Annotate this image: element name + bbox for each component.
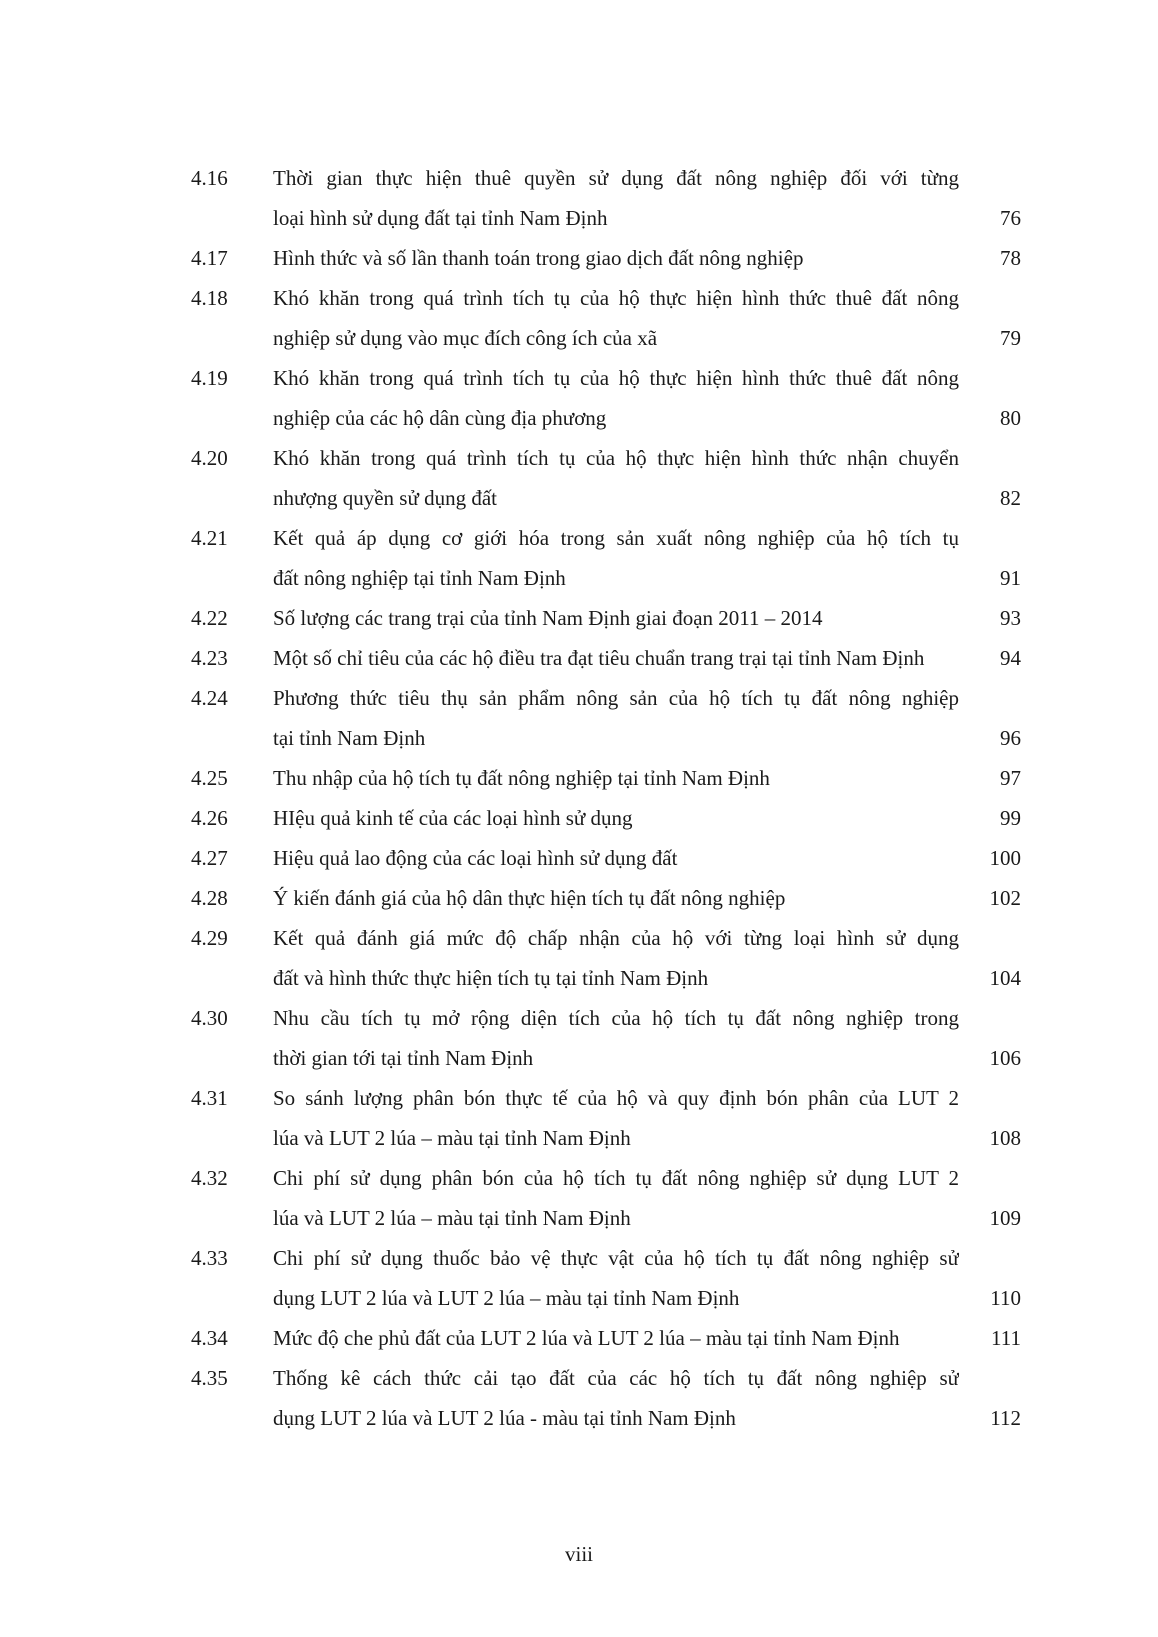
toc-entry[interactable] xyxy=(191,438,1021,518)
toc-entry[interactable] xyxy=(191,1238,1021,1318)
toc-entry[interactable] xyxy=(191,918,1021,998)
entry-title-line: thời gian tới tại tỉnh Nam Định xyxy=(273,1046,534,1070)
toc-entry[interactable] xyxy=(191,518,1021,598)
entry-number: 4.17 xyxy=(191,246,228,270)
toc-entry[interactable] xyxy=(191,1358,1021,1438)
entry-number: 4.20 xyxy=(191,446,228,470)
toc-entry[interactable] xyxy=(191,158,1021,238)
entry-page-number: 93 xyxy=(1000,606,1021,630)
entry-page-number: 99 xyxy=(1000,806,1021,830)
entry-title-line: dụng LUT 2 lúa và LUT 2 lúa – màu tại tỉnh Nam Định xyxy=(273,1286,740,1310)
entry-page-number: 78 xyxy=(1000,246,1021,270)
entry-title-line: Chi phí sử dụng phân bón của hộ tích tụ đất nông nghiệp sử dụng LUT 2 xyxy=(273,1166,959,1190)
entry-title-line: loại hình sử dụng đất tại tỉnh Nam Định xyxy=(273,206,608,230)
entry-number: 4.27 xyxy=(191,846,228,870)
entry-number: 4.32 xyxy=(191,1166,228,1190)
entry-page-number: 104 xyxy=(989,966,1021,990)
entry-page-number: 97 xyxy=(1000,766,1021,790)
entry-page-number: 94 xyxy=(1000,646,1021,670)
entry-page-number: 79 xyxy=(1000,326,1021,350)
entry-title-line: Kết quả đánh giá mức độ chấp nhận của hộ với từng loại hình sử dụng xyxy=(273,926,959,950)
entry-title-line: Nhu cầu tích tụ mở rộng diện tích của hộ tích tụ đất nông nghiệp trong xyxy=(273,1006,959,1030)
toc-entry[interactable] xyxy=(191,758,1021,798)
entry-title-line: Số lượng các trang trại của tỉnh Nam Định giai đoạn 2011 – 2014 xyxy=(273,606,823,630)
entry-title-line: Mức độ che phủ đất của LUT 2 lúa và LUT 2 lúa – màu tại tỉnh Nam Định xyxy=(273,1326,900,1350)
entry-title-line: nghiệp của các hộ dân cùng địa phương xyxy=(273,406,607,430)
entry-title-line: Ý kiến đánh giá của hộ dân thực hiện tích tụ đất nông nghiệp xyxy=(273,886,786,910)
entry-title-line: Thống kê cách thức cải tạo đất của các hộ tích tụ đất nông nghiệp sử xyxy=(273,1366,959,1390)
entry-number: 4.21 xyxy=(191,526,228,550)
toc-entry[interactable] xyxy=(191,358,1021,438)
toc-entry[interactable] xyxy=(191,278,1021,358)
entry-page-number: 100 xyxy=(989,846,1021,870)
entry-number: 4.33 xyxy=(191,1246,228,1270)
entry-title-line: So sánh lượng phân bón thực tế của hộ và quy định bón phân của LUT 2 xyxy=(273,1086,959,1110)
table-list xyxy=(191,158,1021,1438)
entry-title-line: Hình thức và số lần thanh toán trong giao dịch đất nông nghiệp xyxy=(273,246,804,270)
entry-title-line: nhượng quyền sử dụng đất xyxy=(273,486,498,510)
entry-title-line: tại tỉnh Nam Định xyxy=(273,726,426,750)
entry-title-line: dụng LUT 2 lúa và LUT 2 lúa - màu tại tỉnh Nam Định xyxy=(273,1406,736,1430)
entry-title-line: Khó khăn trong quá trình tích tụ của hộ thực hiện hình thức thuê đất nông xyxy=(273,366,959,390)
entry-page-number: 102 xyxy=(989,886,1021,910)
entry-title-line: lúa và LUT 2 lúa – màu tại tỉnh Nam Định xyxy=(273,1206,631,1230)
entry-title-line: đất và hình thức thực hiện tích tụ tại tỉnh Nam Định xyxy=(273,966,709,990)
entry-title-line: Hiệu quả lao động của các loại hình sử dụng đất xyxy=(273,846,678,870)
entry-number: 4.24 xyxy=(191,686,228,710)
entry-title-line: Kết quả áp dụng cơ giới hóa trong sản xuất nông nghiệp của hộ tích tụ xyxy=(273,526,959,550)
entry-title-line: Một số chỉ tiêu của các hộ điều tra đạt tiêu chuẩn trang trại tại tỉnh Nam Định xyxy=(273,646,925,670)
entry-page-number: 76 xyxy=(1000,206,1021,230)
toc-entry[interactable] xyxy=(191,638,1021,678)
entry-number: 4.16 xyxy=(191,166,228,190)
entry-number: 4.23 xyxy=(191,646,228,670)
entry-title-line: Khó khăn trong quá trình tích tụ của hộ thực hiện hình thức nhận chuyển xyxy=(273,446,959,470)
entry-number: 4.26 xyxy=(191,806,228,830)
toc-entry[interactable] xyxy=(191,598,1021,638)
toc-entry[interactable] xyxy=(191,238,1021,278)
toc-entry[interactable] xyxy=(191,1078,1021,1158)
entry-page-number: 110 xyxy=(990,1286,1021,1310)
toc-entry[interactable] xyxy=(191,838,1021,878)
entry-title-line: lúa và LUT 2 lúa – màu tại tỉnh Nam Định xyxy=(273,1126,631,1150)
entry-page-number: 108 xyxy=(989,1126,1021,1150)
entry-title-line: đất nông nghiệp tại tỉnh Nam Định xyxy=(273,566,566,590)
entry-page-number: 91 xyxy=(1000,566,1021,590)
entry-number: 4.25 xyxy=(191,766,228,790)
entry-title-line: nghiệp sử dụng vào mục đích công ích của xã xyxy=(273,326,658,350)
toc-entry[interactable] xyxy=(191,678,1021,758)
entry-number: 4.35 xyxy=(191,1366,228,1390)
toc-entry[interactable] xyxy=(191,1318,1021,1358)
entry-title-line: Phương thức tiêu thụ sản phẩm nông sản của hộ tích tụ đất nông nghiệp xyxy=(273,686,959,710)
toc-entry[interactable] xyxy=(191,798,1021,838)
entry-title-line: Chi phí sử dụng thuốc bảo vệ thực vật của hộ tích tụ đất nông nghiệp sử xyxy=(273,1246,959,1270)
toc-entry[interactable] xyxy=(191,998,1021,1078)
entry-page-number: 109 xyxy=(989,1206,1021,1230)
entry-number: 4.29 xyxy=(191,926,228,950)
toc-entry[interactable] xyxy=(191,1158,1021,1238)
entry-page-number: 96 xyxy=(1000,726,1021,750)
entry-number: 4.34 xyxy=(191,1326,228,1350)
entry-number: 4.31 xyxy=(191,1086,228,1110)
page-number: viii xyxy=(564,1542,593,1566)
entry-title-line: Thu nhập của hộ tích tụ đất nông nghiệp tại tỉnh Nam Định xyxy=(273,766,770,790)
entry-title-line: Khó khăn trong quá trình tích tụ của hộ thực hiện hình thức thuê đất nông xyxy=(273,286,959,310)
entry-page-number: 82 xyxy=(1000,486,1021,510)
entry-page-number: 80 xyxy=(1000,406,1021,430)
entry-page-number: 112 xyxy=(990,1406,1021,1430)
entry-number: 4.19 xyxy=(191,366,228,390)
entry-number: 4.30 xyxy=(191,1006,228,1030)
entry-number: 4.28 xyxy=(191,886,228,910)
entry-number: 4.18 xyxy=(191,286,228,310)
entry-title-line: HIệu quả kinh tế của các loại hình sử dụng xyxy=(273,806,633,830)
entry-page-number: 106 xyxy=(989,1046,1021,1070)
entry-number: 4.22 xyxy=(191,606,228,630)
entry-page-number: 111 xyxy=(991,1326,1021,1350)
toc-entry[interactable] xyxy=(191,878,1021,918)
entry-title-line: Thời gian thực hiện thuê quyền sử dụng đất nông nghiệp đối với từng xyxy=(273,166,959,190)
